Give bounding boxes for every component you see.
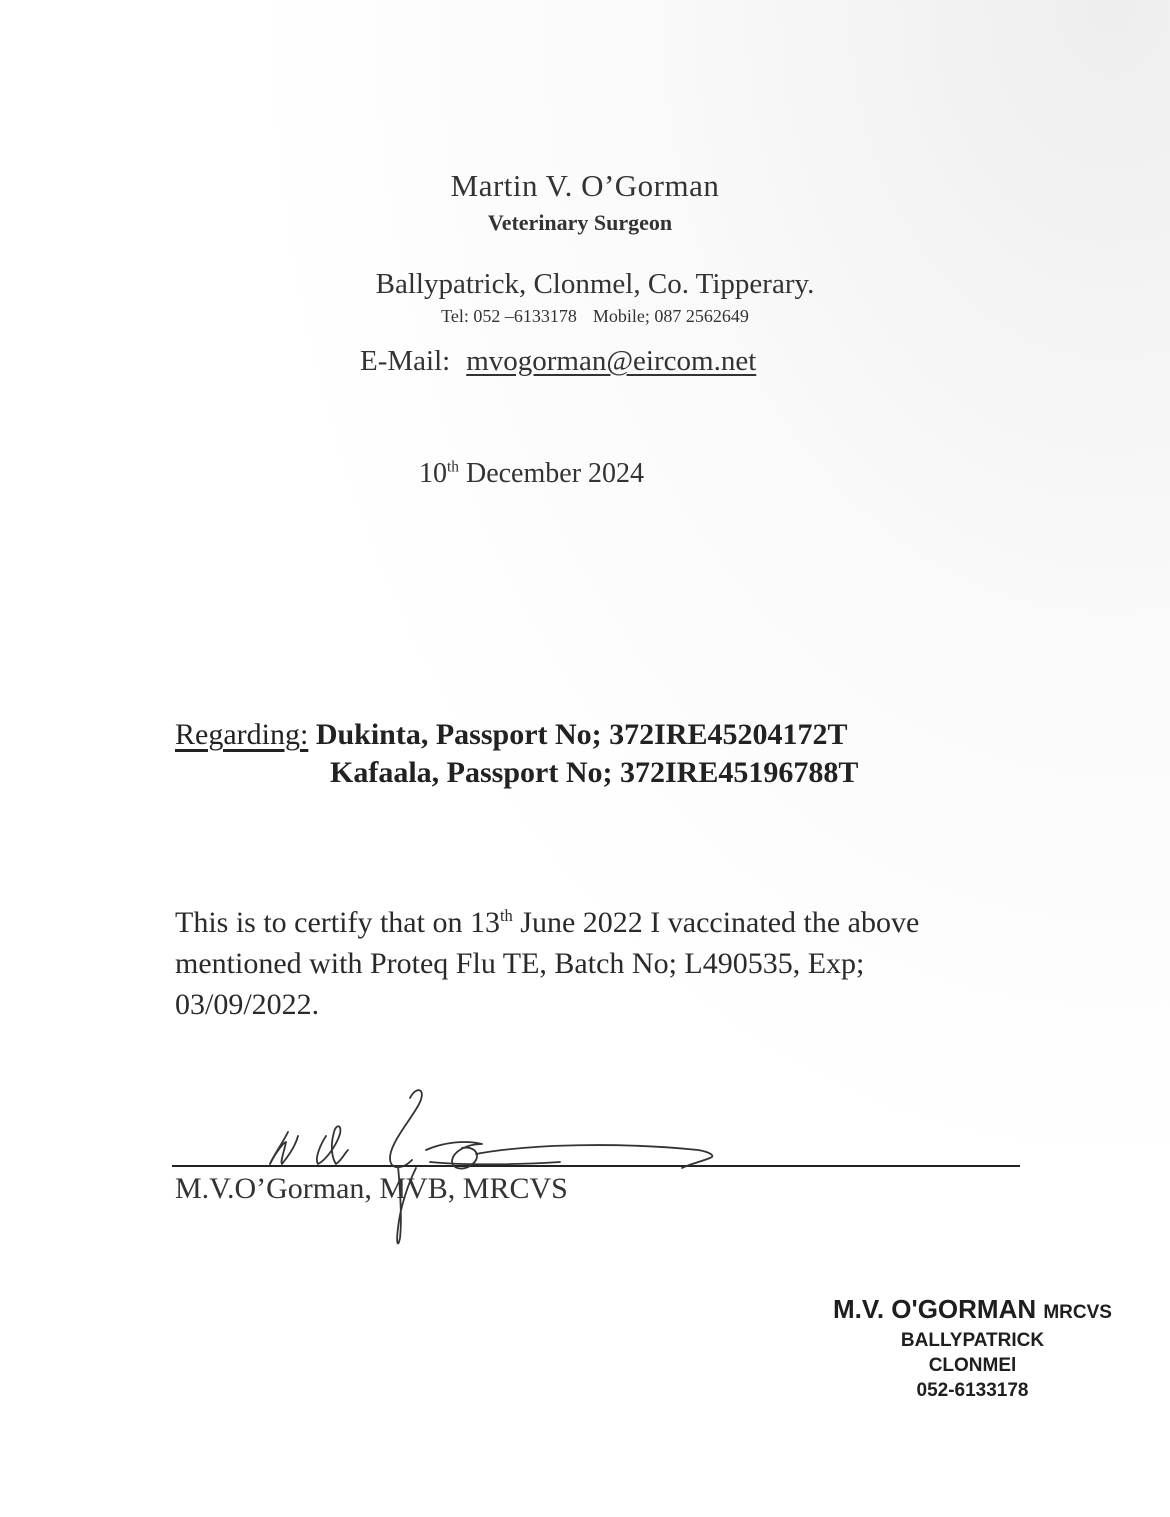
date-day-suffix: th — [447, 458, 459, 476]
vet-profession: Veterinary Surgeon — [487, 210, 673, 235]
vet-phone-line — [0, 306, 1170, 327]
vet-name: Martin V. O’Gorman — [450, 168, 720, 203]
date-day: 10 — [419, 458, 447, 489]
stamp-name — [800, 1294, 1145, 1325]
certification-part-1: This is to certify that on 13 — [175, 906, 500, 939]
stamp-line-2: CLONMEl — [928, 1355, 1017, 1376]
email-address: mvogorman@eircom.net — [466, 345, 757, 377]
mobile-number: Mobile; 087 2562649 — [592, 306, 749, 326]
email-label: E-Mail: — [360, 345, 451, 377]
stamp-line-1: BALLYPATRICK — [900, 1330, 1045, 1351]
signatory-name: M.V.O’Gorman, MVB, MRCVS — [175, 1172, 568, 1205]
horse-1-passport: Dukinta, Passport No; 372IRE45204172T — [315, 718, 848, 751]
telephone-number: Tel: 052 –6133178 — [441, 306, 577, 326]
handwritten-signature — [230, 1080, 750, 1260]
stamp-vet-name: M.V. O'GORMAN — [833, 1294, 1037, 1324]
horse-2-passport: Kafaala, Passport No; 372IRE45196788T — [330, 756, 859, 789]
certification-day-suffix: th — [499, 906, 513, 925]
certification-part-2: June 2022 I vaccinated the above mentioned with Proteq Flu TE, Batch No; L490535, Exp; 03/09/2022. — [175, 906, 920, 1021]
date-month-year: December 2024 — [458, 458, 645, 489]
email-line — [360, 345, 756, 378]
vet-address: Ballypatrick, Clonmel, Co. Tipperary. — [375, 268, 815, 300]
regarding-line-1 — [175, 718, 848, 752]
stamp-title: MRCVS — [1043, 1302, 1112, 1323]
letter-date — [419, 458, 644, 490]
stamp-line-3: 052-6133178 — [916, 1380, 1029, 1401]
certification-text — [175, 902, 1005, 1025]
regarding-label: Regarding: — [175, 718, 309, 751]
